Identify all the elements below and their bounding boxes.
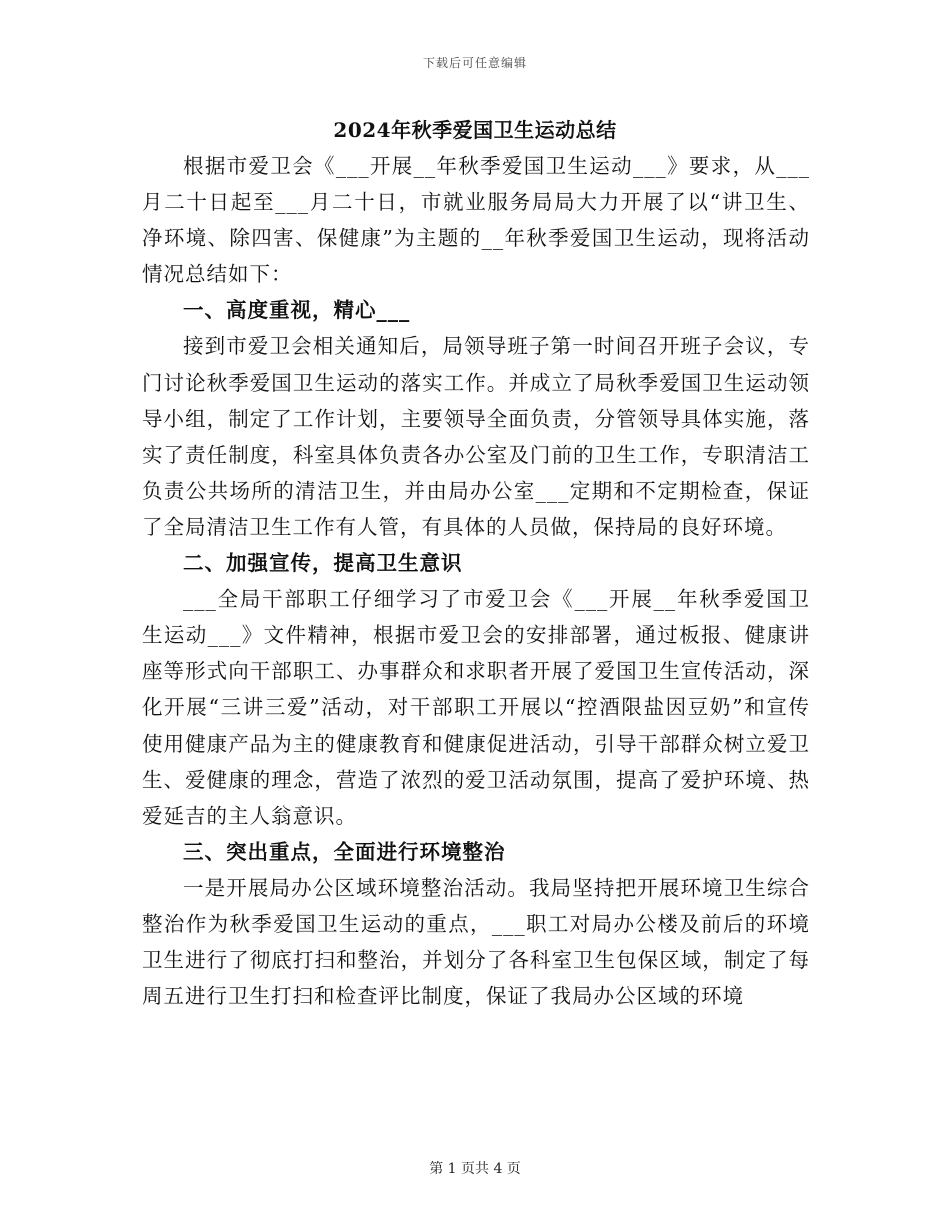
page-header-note: 下载后可任意编辑 bbox=[422, 56, 527, 70]
section-heading-3: 三、突出重点，全面进行环境整治 bbox=[183, 839, 506, 864]
page-number: 第 1 页共 4 页 bbox=[429, 1161, 521, 1177]
section-paragraph-3: 一是开展局办公区域环境整治活动。我局坚持把开展环境卫生综合整治作为秋季爱国卫生运动的重点，___职工对局办公楼及前后的环境卫生进行了彻底打扫和整治，并划分了各科室卫生包保区域，制定了每周五进行卫生打扫和检查评比制度，保证了我局办公区域的环境 bbox=[142, 875, 810, 1009]
section-paragraph-2: ___全局干部职工仔细学习了市爱卫会《___开展__年秋季爱国卫生运动___》文件精神，根据市爱卫会的安排部署，通过板报、健康讲座等形式向干部职工、办事群众和求职者开展了爱国卫生宣传活动，深化开展“三讲三爱”活动，对干部职工开展以“控酒限盐因豆奶”和宣传使用健康产品为主的健康教育和健康促进活动，引导干部群众树立爱卫生、爱健康的理念，营造了浓烈的爱卫活动氛围，提高了爱护环境、热爱延吉的主人翁意识。 bbox=[142, 587, 810, 828]
section-heading-2: 二、加强宣传，提高卫生意识 bbox=[183, 551, 463, 576]
intro-paragraph: 根据市爱卫会《___开展__年秋季爱国卫生运动___》要求，从___月二十日起至___月二十日，市就业服务局局大力开展了以“讲卫生、净环境、除四害、保健康”为主题的__年秋季爱国卫生运动，现将活动情况总结如下： bbox=[142, 154, 810, 287]
document-body bbox=[142, 148, 810, 1014]
section-heading-1: 一、高度重视，精心___ bbox=[183, 298, 411, 323]
section-paragraph-1: 接到市爱卫会相关通知后，局领导班子第一时间召开班子会议，专门讨论秋季爱国卫生运动的落实工作。并成立了局秋季爱国卫生运动领导小组，制定了工作计划，主要领导全面负责，分管领导具体实施，落实了责任制度，科室具体负责各办公室及门前的卫生工作，专职清洁工负责公共场所的清洁卫生，并由局办公室___定期和不定期检查，保证了全局清洁卫生工作有人管，有具体的人员做，保持局的良好环境。 bbox=[142, 334, 810, 539]
document-title: 2024年秋季爱国卫生运动总结 bbox=[333, 118, 617, 142]
